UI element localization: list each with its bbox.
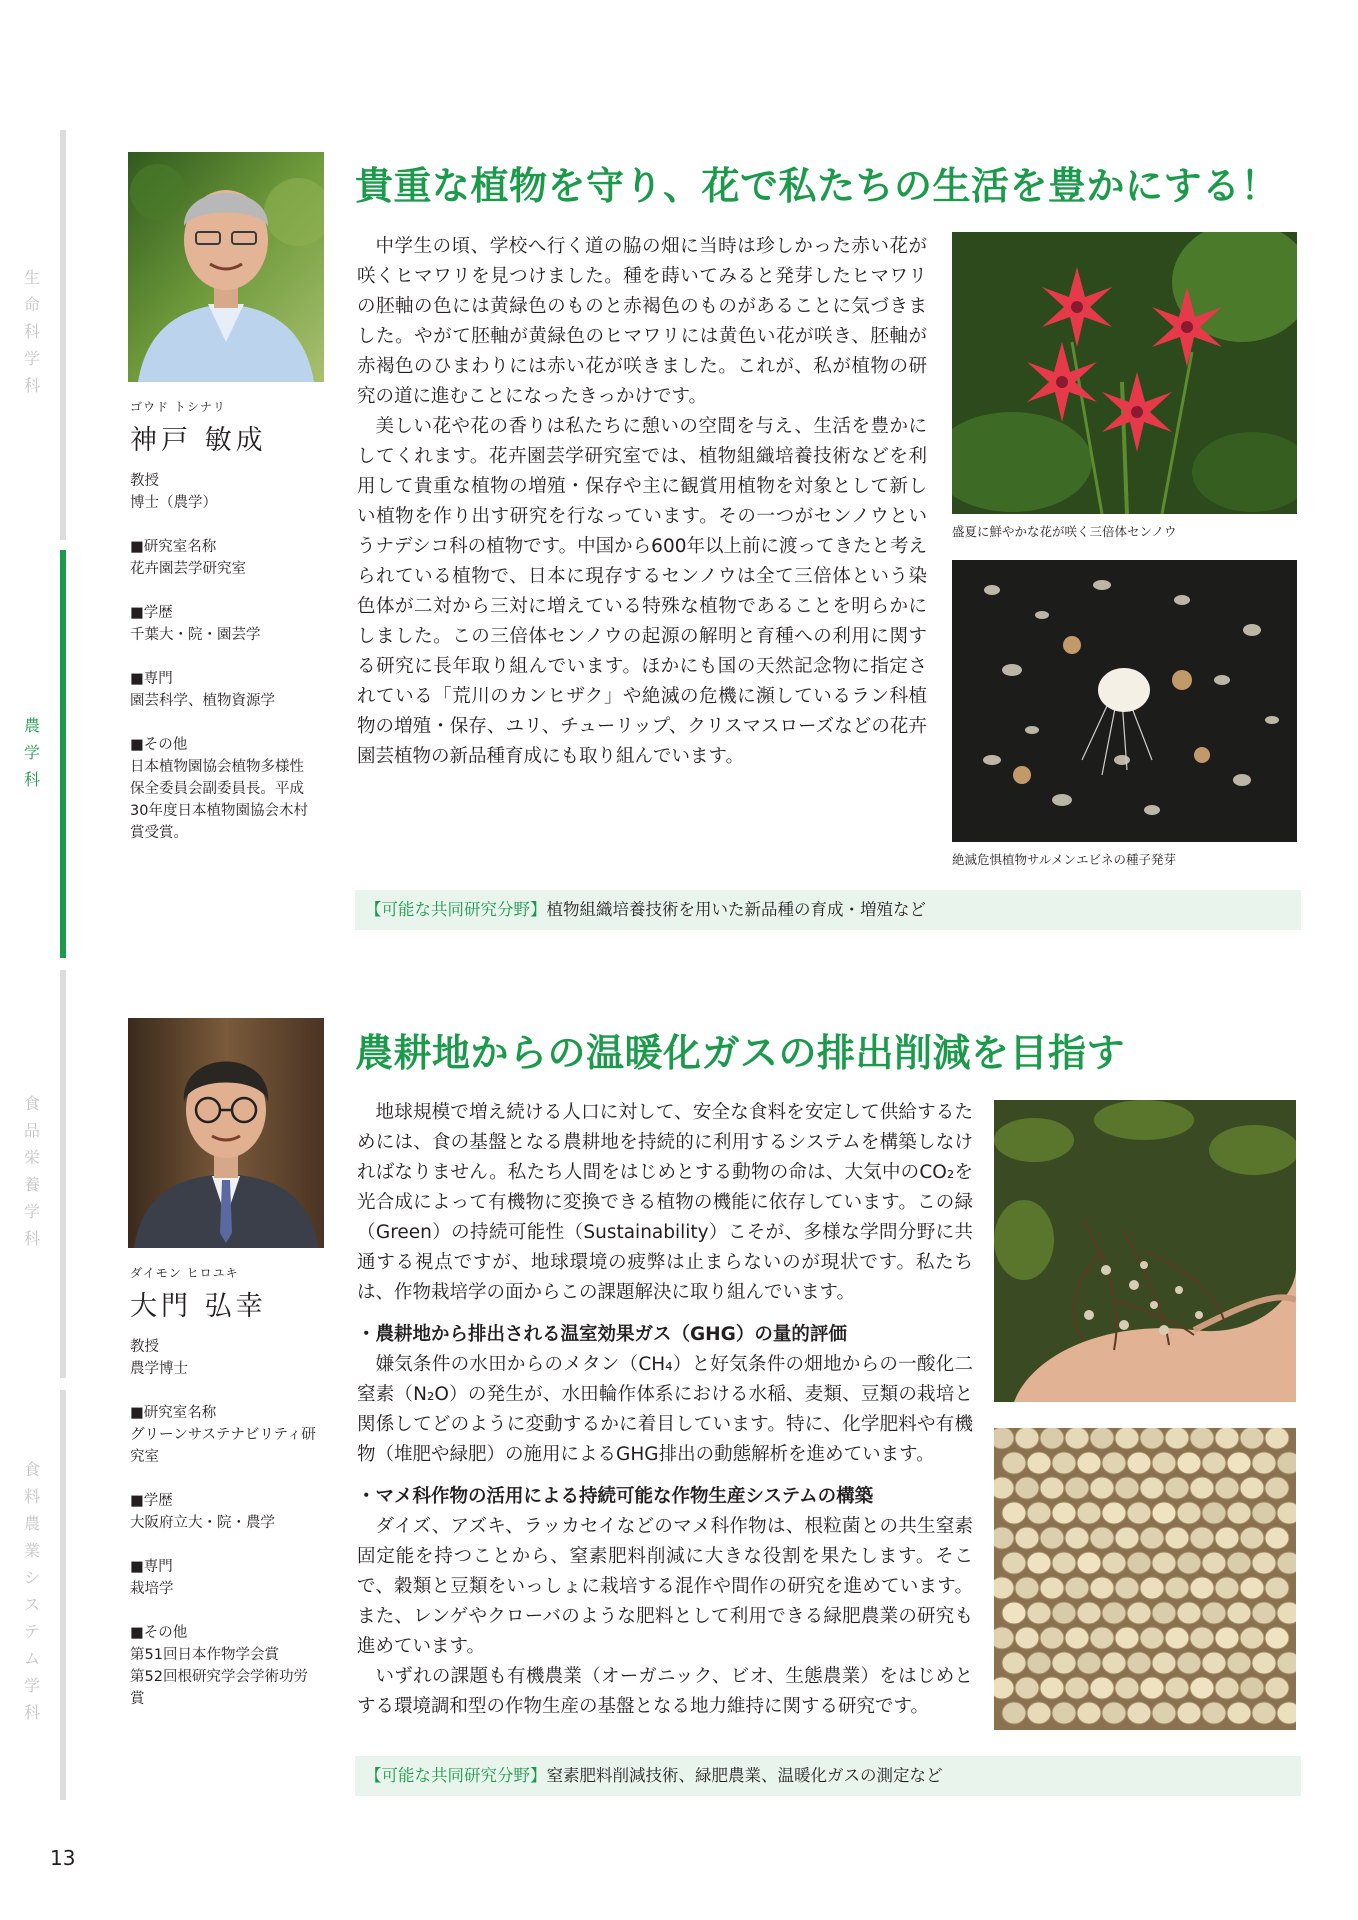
side-index-food-nutrition[interactable]: 食品栄養学科 [23,1094,40,1248]
collab-field-box-1 [355,890,1301,930]
collab-text-2: 窒素肥料削減技術、緑肥農業、温暖化ガスの測定など [546,1766,943,1785]
collab-label-2: 【可能な共同研究分野】 [365,1766,547,1785]
paragraph: 美しい花や花の香りは私たちに憩いの空間を与え、生活を豊かにしてくれます。花卉園芸学研究室では、植物組織培養技術などを利用して貴重な植物の増殖・保存や主に観賞用植物を対象として新しい植物を作り出す研究を行なっています。その一つがセンノウというナデシコ科の植物です。中国から600年以上前に渡ってきたと考えられている植物で、日本に現存するセンノウは全て三倍体という染色体が二対から三対に増えている特殊な植物であることを明らかにしました。この三倍体センノウの起源の解明と育種への利用に関する研究に長年取り組んでいます。ほかにも国の天然記念物に指定されている「荒川のカンヒザク」や絶滅の危機に瀕しているラン科植物の増殖・保存、ユリ、チューリップ、クリスマスローズなどの花卉園芸植物の新品種育成にも取り組んでいます。 [357,416,927,767]
profile-info-1 [130,470,335,866]
paragraph: 地球規模で増え続ける人口に対して、安全な食料を安定して供給するためには、食の基盤となる農耕地を持続的に利用するシステムを構築しなければなりません。私たち人間をはじめとする動物の命は、大気中のCO₂を光合成によって有機物に変換できる植物の機能に依存しています。この緑（Green）の持続可能性（Sustainability）こそが、多様な学問分野に共通する視点ですが、地球環境の疲弊は止まらないのが現状です。私たちは、作物栽培学の面からこの課題解決に取り組んでいます。 [357,1102,973,1303]
lab-heading: ■研究室名称 [130,1405,217,1421]
side-index-bar-2 [60,550,66,958]
other-line: 第52回根研究学会学術功労 [130,1669,308,1685]
paragraph: いずれの課題も有機農業（オーガニック、ビオ、生態農業）をはじめとする環境調和型の作物生産の基盤となる地力維持に関する研究です。 [357,1666,973,1717]
article-title-2: 農耕地からの温暖化ガスの排出削減を目指す [355,1031,1126,1075]
lab-heading: ■研究室名称 [130,539,217,555]
photo-seed-germination [952,560,1297,842]
collab-text-1: 植物組織培養技術を用いた新品種の育成・増殖など [546,900,926,919]
article-body-2 [357,1098,973,1722]
photo-caption-1: 盛夏に鮮やかな花が咲く三倍体センノウ [952,524,1177,539]
side-index-life-science[interactable]: 生命科学科 [23,268,40,395]
education: 千葉大・院・園芸学 [130,627,261,643]
other-heading: ■その他 [130,1625,188,1641]
paragraph: 嫌気条件の水田からのメタン（CH₄）と好気条件の畑地からの一酸化二窒素（N₂O）の発生が、水田輪作体系における水稲、麦類、豆類の栽培と関係してどのように変動するかに着目しています。特に、化学肥料や有機物（堆肥や緑肥）の施用によるGHG排出の動態解析を進めています。 [357,1354,973,1465]
degree: 農学博士 [130,1361,188,1377]
position: 教授 [130,473,159,489]
person-name-2: 大門 弘幸 [130,1291,267,1322]
paragraph: 中学生の頃、学校へ行く道の脇の畑に当時は珍しかった赤い花が咲くヒマワリを見つけました。種を蒔いてみると発芽したヒマワリの胚軸の色には黄緑色のものと赤褐色のものがあることに気づきました。やがて胚軸が黄緑色のヒマワリには黄色い花が咲き、胚軸が赤褐色のひまわりには赤い花が咲きました。これが、私が植物の研究の道に進むことになったきっかけです。 [357,236,927,407]
photo-root-nodules [994,1100,1296,1402]
side-index-food-agri-systems[interactable]: 食料農業システム学科 [23,1460,40,1722]
profile-info-2 [130,1336,335,1732]
degree: 博士（農学） [130,495,217,511]
other-line: 賞受賞。 [130,825,188,841]
page-number: 13 [50,1846,76,1870]
photo-soybeans [994,1428,1296,1730]
other-line: 保全委員会副委員長。平成 [130,781,304,797]
reading-name-1: ゴウド トシナリ [130,400,226,414]
education: 大阪府立大・院・農学 [130,1515,275,1531]
reading-name-2: ダイモン ヒロユキ [130,1266,239,1280]
specialty: 栽培学 [130,1581,174,1597]
side-index-bar-4 [60,1390,66,1800]
lab-name-line: グリーンサステナビリティ研 [130,1427,316,1443]
side-index-bar-3 [60,970,66,1378]
photo-caption-2: 絶滅危惧植物サルメンエビネの種子発芽 [952,852,1177,867]
portrait-photo-gode [128,152,324,382]
other-line: 第51回日本作物学会賞 [130,1647,279,1663]
portrait-photo-daimon [128,1018,324,1248]
collab-field-box-2 [355,1756,1301,1796]
paragraph: ダイズ、アズキ、ラッカセイなどのマメ科作物は、根粒菌との共生窒素固定能を持つことから、窒素肥料削減に大きな役割を果たします。そこで、穀類と豆類をいっしょに栽培する混作や間作の研究を進めています。また、レンゲやクローバのような肥料として利用できる緑肥農業の研究も進めています。 [357,1516,973,1657]
lab-name: 花卉園芸学研究室 [130,561,246,577]
article-body-1 [357,232,927,772]
subheading-ghg: ・農耕地から排出される温室効果ガス（GHG）の量的評価 [357,1324,847,1345]
lab-name-line: 究室 [130,1449,159,1465]
other-heading: ■その他 [130,737,188,753]
other-line: 賞 [130,1691,145,1707]
photo-senno-flowers [952,232,1297,514]
subheading-legume: ・マメ科作物の活用による持続可能な作物生産システムの構築 [357,1486,874,1507]
education-heading: ■学歴 [130,1493,173,1509]
education-heading: ■学歴 [130,605,173,621]
position: 教授 [130,1339,159,1355]
person-name-1: 神戸 敏成 [130,425,267,456]
other-line: 30年度日本植物園協会木村 [130,803,308,819]
specialty: 園芸科学、植物資源学 [130,693,275,709]
specialty-heading: ■専門 [130,671,173,687]
side-index-agriculture[interactable]: 農学科 [23,716,40,789]
other-line: 日本植物園協会植物多様性 [130,759,304,775]
specialty-heading: ■専門 [130,1559,173,1575]
side-index-bar-1 [60,130,66,540]
article-title-1: 貴重な植物を守り、花で私たちの生活を豊かにする！ [355,164,1280,208]
collab-label-1: 【可能な共同研究分野】 [365,900,547,919]
